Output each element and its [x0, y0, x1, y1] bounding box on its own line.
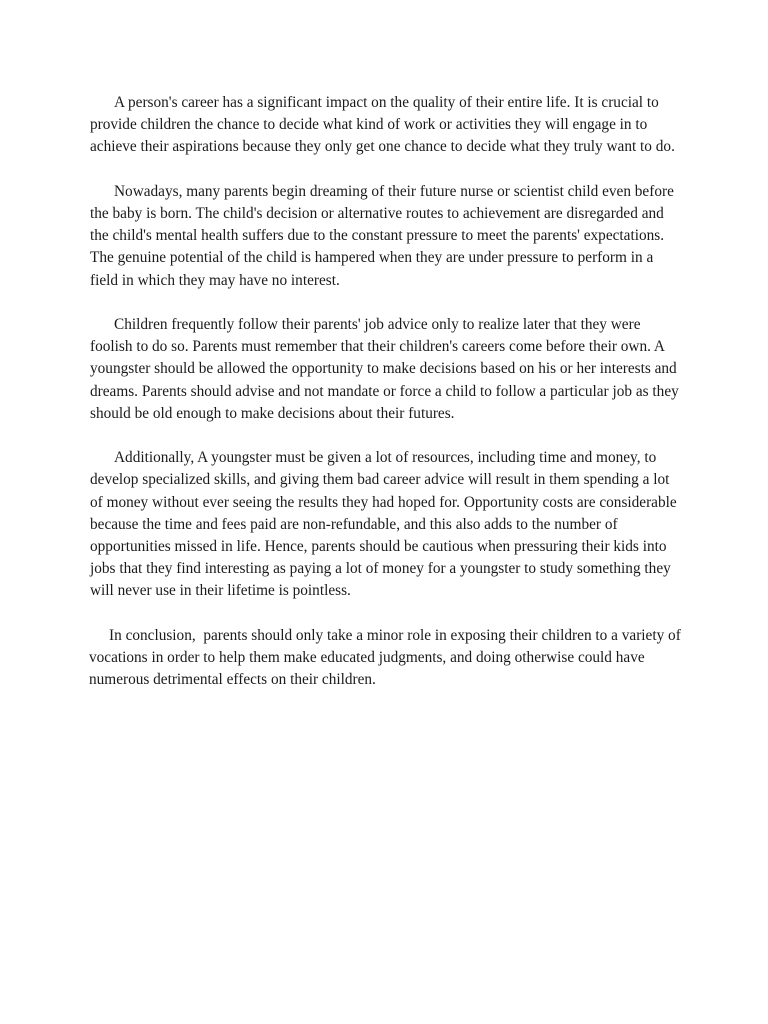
paragraph-intro: A person's career has a significant impact on the quality of their entire life. It is crucial to provide children the chance to decide what kind of work or activities they will engage in to achieve their aspirations because they only get one chance to decide what they truly want to do. — [90, 94, 675, 156]
paragraph-parental-dreams: Nowadays, many parents begin dreaming of their future nurse or scientist child even before the baby is born. The child's decision or alternative routes to achievement are disregarded and the child's mental health suffers due to the constant pressure to meet the parents' expectations. The genuine potential of the child is hampered when they are under pressure to perform in a field in which they may have no interest. — [90, 182, 674, 289]
essay-body — [90, 92, 684, 714]
paragraph-conclusion: In conclusion, parents should only take a minor role in exposing their children to a variety of vocations in order to help them make educated judgments, and doing otherwise could have numerous detrimental effects on their children. — [89, 626, 685, 689]
paragraph-job-advice: Children frequently follow their parents' job advice only to realize later that they were foolish to do so. Parents must remember that their children's careers come before their own. A youngster should be allowed the opportunity to make decisions based on his or her interests and dreams. Parents should advise and not mandate or force a child to follow a particular job as they should be old enough to make decisions about their futures. — [90, 316, 679, 422]
paragraph-resources: Additionally, A youngster must be given a lot of resources, including time and money, to develop specialized skills, and giving them bad career advice will result in them spending a lot of money without ever seeing the results they had hoped for. Opportunity costs are considerable because the time and fees paid are non-refundable, and this also adds to the number of opportunities missed in life. Hence, parents should be cautious when pressuring their kids into jobs that they find interesting as paying a lot of money for a youngster to study something they will never use in their lifetime is pointless. — [90, 449, 677, 600]
